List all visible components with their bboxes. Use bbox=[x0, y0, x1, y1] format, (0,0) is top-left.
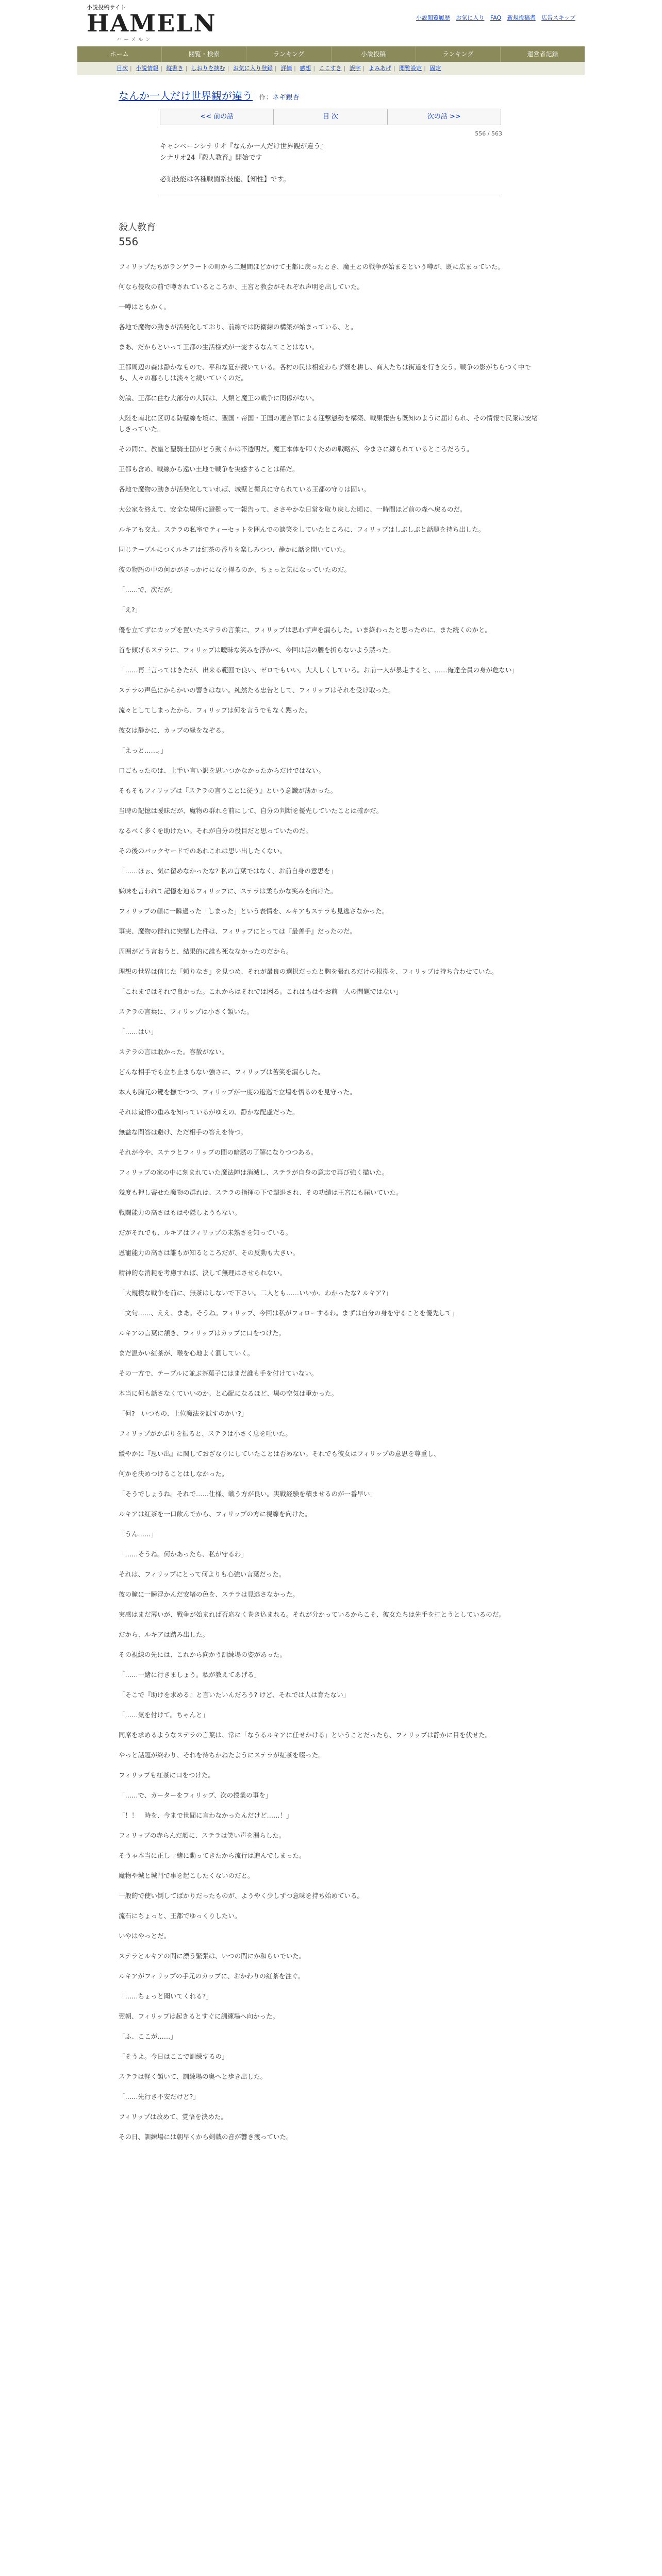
body-paragraph: 「……再三言ってはきたが、出来る範囲で良い、ゼロでもいい。大人しくしていろ。お前一人が暴走すると、……俺達全員の身が危ない」 bbox=[119, 666, 519, 674]
body-paragraph: 優を立てずにカップを置いたステラの言葉に、フィリップは思わず声を漏らした。いま終わったと思ったのに、また続くのかと。 bbox=[119, 626, 492, 634]
body-paragraph: 「……で、次だが」 bbox=[119, 586, 177, 594]
body-paragraph: 流石にちょっと、王都でゆっくりしたい。 bbox=[119, 1912, 241, 1920]
body-paragraph: 「え?」 bbox=[119, 606, 142, 614]
faq-link[interactable]: FAQ bbox=[490, 14, 502, 21]
body-paragraph: そうゃ本当に正し一緒に動ってきたから流行は進んでしまった。 bbox=[119, 1852, 306, 1859]
subnav-rate[interactable]: 評価 bbox=[280, 65, 292, 72]
body-paragraph: 彼女は静かに、カップの縁をなぞる。 bbox=[119, 726, 228, 734]
body-paragraph: 当時の記憶は曖昧だが、魔物の群れを前にして、自分の判断を優先していたことは確かだ。 bbox=[119, 807, 383, 815]
body-paragraph: 「……ほぉ、気に留めなかったな? 私の言葉ではなく、お前自身の意思を」 bbox=[119, 867, 337, 875]
body-paragraph: ルキアの言葉に頷き、フィリップはカップに口をつけた。 bbox=[119, 1329, 285, 1337]
skip-ads-link[interactable]: 広告スキップ bbox=[541, 14, 575, 21]
body-paragraph: フィリップたちがランゲラートの町から二週間ほどかけて王都に戻ったとき、魔王との戦争が始まるという噂が、既に広まっていた。 bbox=[119, 263, 504, 270]
body-paragraph: 精神的な消耗を考慮すれば、決して無理はさせられない。 bbox=[119, 1269, 287, 1277]
body-paragraph: そもそもフィリップは『ステラの言うことに従う』という意識が薄かった。 bbox=[119, 787, 337, 794]
novel-header bbox=[119, 88, 543, 103]
subnav-readaloud[interactable]: よみあげ bbox=[368, 65, 391, 72]
subnav-toc[interactable]: 目次 bbox=[117, 65, 128, 72]
body-paragraph: 魔物や城と城門で事を起こしたくないのだと。 bbox=[119, 1872, 254, 1879]
top-links bbox=[412, 13, 575, 22]
author-prefix: 作： bbox=[259, 94, 273, 101]
body-paragraph: 戦闘能力の高さはもはや隠しようもない。 bbox=[119, 1209, 241, 1216]
body-paragraph: 「これまではそれで良かった。これからはそれでは困る。これはもはやお前一人の問題ではない」 bbox=[119, 988, 403, 995]
body-paragraph: フィリップの赤らんだ顔に、ステラは笑い声を漏らした。 bbox=[119, 1832, 286, 1839]
body-paragraph: 事実、魔物の群れに突撃した件は、フィリップにとっては『最善手』だったのだ。 bbox=[119, 927, 356, 935]
body-paragraph: 一噂はともかく。 bbox=[119, 303, 170, 311]
body-paragraph: まだ温かい紅茶が、喉を心地よく潤していく。 bbox=[119, 1349, 254, 1357]
body-paragraph: 翌朝、フィリップは起きるとすぐに訓練場へ向かった。 bbox=[119, 2012, 279, 2020]
body-paragraph: ステラは軽く頷いて、訓練場の奥へと歩き出した。 bbox=[119, 2073, 267, 2080]
site-logo[interactable] bbox=[87, 3, 217, 43]
body-paragraph: その一方で、テーブルに並ぶ茶菓子にはまだ誰も手を付けていない。 bbox=[119, 1369, 318, 1377]
body-paragraph: 「……一緒に行きましょう。私が教えてあげる」 bbox=[119, 1671, 261, 1679]
body-paragraph: 大陸を南北に区切る防壁線を境に、聖国・帝国・王国の連合軍による迎撃態勢を構築、戦果報告も既知のように届けられ、その情報で民衆は安堵しきっていた。 bbox=[119, 414, 538, 433]
nav-item-ranking[interactable]: ランキング bbox=[246, 46, 331, 62]
body-paragraph: 一般的で使い倒してばかりだったものが、ようやく少しずつ意味を持ち始めている。 bbox=[119, 1892, 364, 1900]
body-paragraph: それは覚悟の重みを知っているがゆえの、静かな配慮だった。 bbox=[119, 1108, 299, 1116]
body-paragraph: ステラの声色にからかいの響きはない。純然たる忠告として、フィリップはそれを受け取った。 bbox=[119, 686, 395, 694]
logo-text: HAMELN bbox=[87, 9, 217, 37]
body-paragraph: 勿論、王都に住む大部分の人間は、人類と魔王の戦争に関係がない。 bbox=[119, 394, 319, 402]
chapter-pager bbox=[160, 109, 501, 125]
novel-subnav: 目次 | 小説情報 | 縦書き | しおりを挟む | お気に入り登録 | 評価 | 感想 | ここすき | 誤字 | よみあげ | 閲覧設定 | 固定 bbox=[77, 62, 585, 75]
body-paragraph: 彼の物語の中の何かがきっかけになり得るのか、ちょっと気になっていたのだ。 bbox=[119, 566, 351, 573]
new-author-link[interactable]: 新規投稿者 bbox=[507, 14, 536, 21]
body-paragraph: 何かを決めつけることはしなかった。 bbox=[119, 1470, 228, 1478]
body-paragraph: その間に、教皇と聖騎士団がどう動くかは不透明だ。魔王本体を叩くための戦略が、今まさに練られているところだろう。 bbox=[119, 445, 473, 453]
body-paragraph: ステラとルキアの間に漂う緊張は、いつの間にか和らいでいた。 bbox=[119, 1952, 306, 1960]
body-paragraph: 周囲がどう言おうと、結果的に誰も死ななかったのだから。 bbox=[119, 947, 293, 955]
body-paragraph: 彼の瞳に一瞬浮かんだ安堵の色を、ステラは見逃さなかった。 bbox=[119, 1590, 299, 1598]
preface-line: キャンペーンシナリオ『なんか一人だけ世界観が違う』 bbox=[160, 143, 327, 150]
body-paragraph: フィリップも紅茶に口をつけた。 bbox=[119, 1771, 215, 1779]
subnav-settings[interactable]: 閲覧設定 bbox=[399, 65, 422, 72]
body-paragraph: 「……先行き不安だけど?」 bbox=[119, 2093, 200, 2100]
body-paragraph: 各地で魔物の動きが活発化していれば、城壁と衛兵に守られている王都の守りは固い。 bbox=[119, 485, 370, 493]
nav-item-home[interactable]: ホーム bbox=[77, 46, 162, 62]
body-paragraph: 幾度も押し寄せた魔物の群れは、ステラの指揮の下で撃退され、その功績は王宮にも届いていた。 bbox=[119, 1189, 403, 1196]
body-paragraph: ステラの言は敢かった。容赦がない。 bbox=[119, 1048, 228, 1056]
body-paragraph: 緩やかに『思い出』に関しておざなりにしていたことは否めない。それでも彼女はフィリップの意思を尊重し、 bbox=[119, 1450, 440, 1458]
site-header bbox=[0, 0, 662, 44]
body-paragraph: 無益な問答は避け、ただ相手の答えを待つ。 bbox=[119, 1128, 247, 1136]
body-paragraph: ルキアがフィリップの手元のカップに、おかわりの紅茶を注ぐ。 bbox=[119, 1972, 305, 1980]
body-paragraph: 同じテーブルにつくルキアは紅茶の香りを楽しみつつ、静かに話を聞いていた。 bbox=[119, 546, 350, 553]
body-paragraph: ルキアは紅茶を一口飲んでから、フィリップの方に視線を向けた。 bbox=[119, 1510, 311, 1518]
body-paragraph: 各地で魔物の動きが活発化しており、前線では防衛線の構築が始まっている、と。 bbox=[119, 323, 357, 331]
body-paragraph: それは、フィリップにとって何よりも心強い言葉だった。 bbox=[119, 1570, 286, 1578]
body-paragraph: ルキアも交え、ステラの私室でティーセットを囲んでの談笑をしていたところに、フィリップはしぶしぶと話題を持ち出した。 bbox=[119, 526, 485, 533]
nav-item-admin[interactable]: 運営者記録 bbox=[527, 50, 558, 58]
subnav-vertical[interactable]: 縦書き bbox=[166, 65, 184, 72]
subnav-bookmark[interactable]: しおりを挟む bbox=[191, 65, 225, 72]
novel-title[interactable]: なんか一人だけ世界観が違う bbox=[119, 90, 253, 102]
subnav-like[interactable]: ここすき bbox=[319, 65, 342, 72]
preface-line: 必須技能は各種戦闘系技能、【知性】です。 bbox=[160, 176, 290, 183]
chapter-title: 556 bbox=[119, 235, 139, 248]
body-paragraph: 流々としてしまったから、フィリップは何を言うでもなく黙った。 bbox=[119, 706, 311, 714]
subnav-pin[interactable]: 固定 bbox=[429, 65, 441, 72]
body-paragraph: 「そこで『助けを求める』と言いたいんだろう? けど、それでは人は育たない」 bbox=[119, 1691, 350, 1699]
body-paragraph: 「大規模な戦争を前に、無茶はしないで下さい。二人とも……いいか、わかったな? ルキア?」 bbox=[119, 1289, 392, 1297]
body-paragraph: 「文句……、ええ、まあ。そうね。フィリップ、今回は私がフォローするわ。まずは自分の身を守ることを優先して」 bbox=[119, 1309, 458, 1317]
body-paragraph: 同席を求めるようなステラの言葉は、常に「なうるルキアに任せかける」ということだったら、フィリップは静かに目を伏せた。 bbox=[119, 1731, 492, 1739]
body-paragraph: その日、訓練場には朝早くから剣戟の音が響き渡っていた。 bbox=[119, 2133, 293, 2141]
main-content bbox=[119, 77, 543, 2151]
nav-item-post[interactable]: 小説投稿 bbox=[332, 46, 416, 62]
body-paragraph: フィリップは改めて、覚悟を決めた。 bbox=[119, 2113, 227, 2121]
subnav-info[interactable]: 小説情報 bbox=[136, 65, 159, 72]
body-paragraph: 「！！ 時を、今まで世間に言わなかったんだけど……！」 bbox=[119, 1811, 293, 1819]
body-paragraph: 「うん……」 bbox=[119, 1530, 158, 1538]
prev-chapter-button[interactable]: << 前の話 bbox=[160, 109, 274, 125]
body-paragraph: 口ごもったのは、上手い言い訳を思いつかなかったからだけではない。 bbox=[119, 767, 325, 774]
body-paragraph: だがそれでも、ルキアはフィリップの未熟さを知っている。 bbox=[119, 1229, 292, 1236]
body-paragraph: その後のバックヤードでのあれこれは思い出したくない。 bbox=[119, 847, 287, 855]
chapter-body bbox=[119, 261, 543, 2142]
favorites-link[interactable]: お気に入り bbox=[456, 14, 485, 21]
toc-button[interactable]: 目 次 bbox=[274, 109, 387, 125]
body-paragraph: 「そうでしょうね。それで……仕様、戦う方が良い。実戦経験を積ませるのが一番早い」 bbox=[119, 1490, 377, 1498]
body-paragraph: 王都も含め、戦線から遠い土地で戦争を実感することは稀だ。 bbox=[119, 465, 299, 473]
body-paragraph: まあ、だからといって王都の生活様式が一変するなんてことはない。 bbox=[119, 343, 319, 351]
body-paragraph: 何なら侵攻の前で噂されているところか、王宮と教会がそれぞれ声明を出していた。 bbox=[119, 283, 364, 291]
body-paragraph: 「……そうね。何かあったら、私が守るわ」 bbox=[119, 1550, 247, 1558]
body-paragraph: それが今や、ステラとフィリップの間の暗黙の了解になりつつある。 bbox=[119, 1148, 318, 1156]
next-chapter-button[interactable]: 次の話 >> bbox=[388, 109, 501, 125]
preface-line: シナリオ24『殺人教育』開始です bbox=[160, 154, 262, 162]
body-paragraph: なるべく多くを助けたい。それが自分の役目だと思っていたのだ。 bbox=[119, 827, 312, 835]
body-paragraph: 「……で、カーターをフィリップ、次の授業の事を」 bbox=[119, 1791, 272, 1799]
chapter-counter: 556 / 563 bbox=[475, 130, 502, 137]
nav-item-search[interactable]: 閲覧・検索 bbox=[162, 46, 246, 62]
body-paragraph: フィリップの顔に一瞬過った「しまった」という表情を、ルキアもステラも見逃さなかった。 bbox=[119, 907, 389, 915]
body-paragraph: だから、ルキアは踏み出した。 bbox=[119, 1631, 209, 1638]
body-paragraph: 恩寵能力の高さは誰もが知るところだが、その反動も大きい。 bbox=[119, 1249, 300, 1257]
logo-subtitle: 小説投稿サイト bbox=[87, 4, 126, 11]
body-paragraph: 「何? いつもの、上位魔法を試すのかい?」 bbox=[119, 1410, 248, 1417]
subnav-review[interactable]: 感想 bbox=[300, 65, 311, 72]
body-paragraph: 実感はまだ薄いが、戦争が始まれば否応なく巻き込まれる。それが分かっているからこそ、彼女たちは先手を打とうとしているのだ。 bbox=[119, 1611, 505, 1618]
body-paragraph: 理想の世界は信じた「頼りなさ」を見つめ、それが最良の選択だったと胸を張れるだけの根拠を、フィリップは持ち合わせていた。 bbox=[119, 968, 498, 975]
body-paragraph: いやはやっとだ。 bbox=[119, 1932, 171, 1940]
body-paragraph: どんな相手でも立ち止まらない強さに、フィリップは苦笑を漏らした。 bbox=[119, 1068, 324, 1076]
body-paragraph: 王都周辺の森は静かなもので、平和な夏が続いている。各村の民は相変わらず畑を耕し、商人たちは街道を行き交う。戦争の影がちらつく中でも、人々の暮らしは淡々と続いていくのだ。 bbox=[119, 363, 531, 382]
author-line bbox=[259, 94, 299, 101]
author-link[interactable]: ネギ銀杏 bbox=[272, 94, 300, 101]
body-paragraph: 「そうよ。今日はここで訓練するの」 bbox=[119, 2053, 228, 2060]
body-paragraph: 大公家を終えて、安全な場所に避難って一報告って、ささやかな日常を取り戻した頃に、一時間ほど前の森へ戻るのだ。 bbox=[119, 505, 467, 513]
body-paragraph: その視線の先には、これから向かう訓練場の姿があった。 bbox=[119, 1651, 286, 1658]
author-preface bbox=[160, 141, 500, 185]
main-nav bbox=[77, 46, 585, 62]
body-paragraph: 「……はい」 bbox=[119, 1028, 158, 1036]
body-paragraph: 「……ちょっと聞いてくれる?」 bbox=[119, 1992, 212, 2000]
body-paragraph: 本人も胸元の鍵を撫でつつ、フィリップが一度の逡巡で立場を悟るのを見守った。 bbox=[119, 1088, 356, 1096]
body-paragraph: 嫌味を言われて記憶を辿るフィリップに、ステラは柔らかな笑みを向けた。 bbox=[119, 887, 337, 895]
chapter-subtitle: 殺人教育 bbox=[119, 222, 156, 233]
body-paragraph: 「えっと……。」 bbox=[119, 747, 167, 754]
body-paragraph: 本当に何も話さなくていいのか、と心配になるほど、場の空気は重かった。 bbox=[119, 1389, 338, 1397]
history-link[interactable]: 小説閲覧履歴 bbox=[416, 14, 450, 21]
body-paragraph: 「ふ、ここが……」 bbox=[119, 2032, 177, 2040]
subnav-typo[interactable]: 誤字 bbox=[349, 65, 361, 72]
body-paragraph: フィリップの家の中に刻まれていた魔法陣は消滅し、ステラが自身の意志で再び強く描いた。 bbox=[119, 1168, 389, 1176]
body-paragraph: 首を傾げるステラに、フィリップは曖昧な笑みを浮かべ、今回は話の腰を折らないよう黙った。 bbox=[119, 646, 395, 654]
body-paragraph: 「……気を付けて。ちゃんと」 bbox=[119, 1711, 209, 1719]
body-paragraph: やっと話題が終わり、それを待ちかねたようにステラが紅茶を啜った。 bbox=[119, 1751, 325, 1759]
logo-kana: ハーメルン bbox=[117, 37, 153, 43]
body-paragraph: ステラの言葉に、フィリップは小さく頷いた。 bbox=[119, 1008, 253, 1015]
subnav-favorite[interactable]: お気に入り登録 bbox=[233, 65, 273, 72]
nav-item-ranking-2[interactable]: ランキング bbox=[416, 46, 501, 62]
body-paragraph: フィリップがかぶりを振ると、ステラは小さく息を吐いた。 bbox=[119, 1430, 292, 1437]
